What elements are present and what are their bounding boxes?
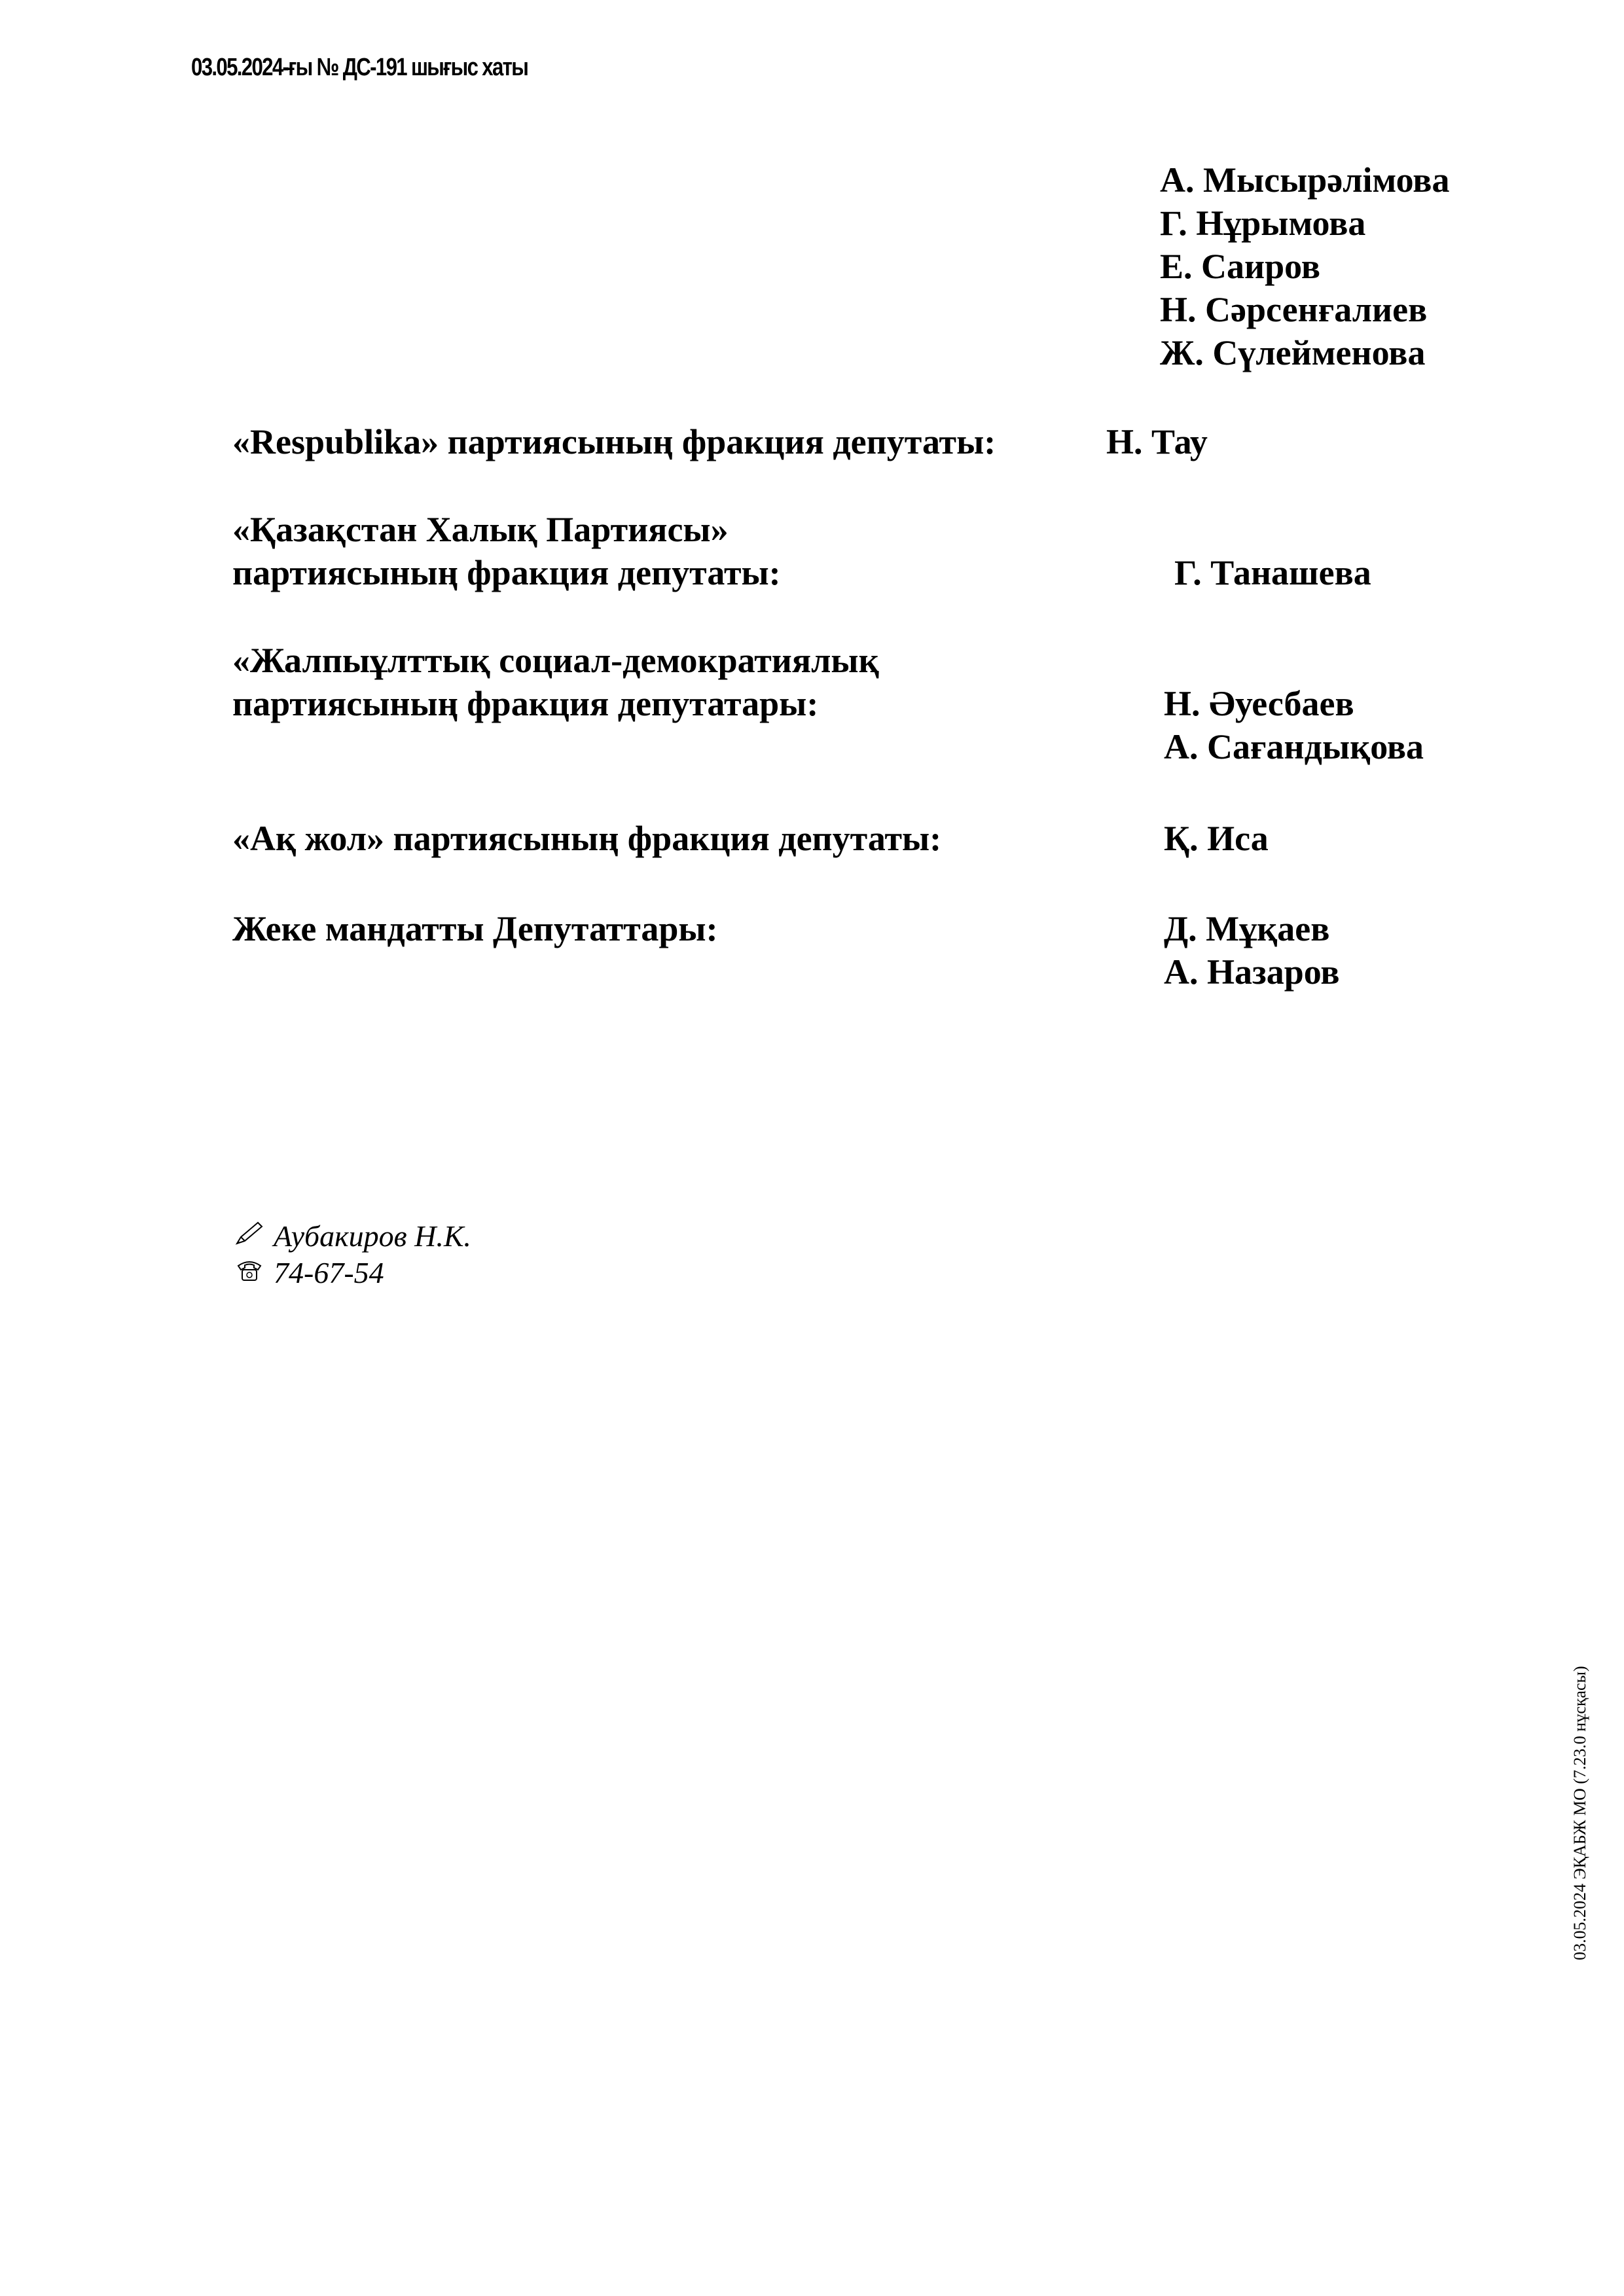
faction-label: «Respublika» партиясының фракция депутаты: [232,422,996,461]
deputy-name: Н. Тау [1106,422,1208,461]
faction-label: «Қазақстан Халық Партиясы» [232,510,729,549]
faction-label: партиясының фракция депутаты: [232,553,781,592]
deputy-name: Қ. Иса [1164,819,1269,858]
outgoing-letter-stamp: 03.05.2024-ғы № ДС-191 шығыс хаты [191,54,528,81]
executor-name: Аубакиров Н.К. [274,1219,471,1253]
faction-label: Жеке мандатты Депутаттары: [232,909,718,948]
faction-label: «Ақ жол» партиясының фракция депутаты: [232,819,942,858]
deputy-name: А. Сағандықова [1164,727,1424,766]
deputy-name: Г. Танашева [1174,553,1371,592]
pen-icon [234,1220,274,1251]
faction-label: «Жалпыұлттық социал-демократиялық [232,641,879,680]
deputy-name: А. Назаров [1164,952,1340,992]
signatory-name: Н. Сәрсенғалиев [1160,290,1428,329]
phone-icon [234,1257,274,1287]
executor-line [234,1220,471,1251]
signatory-name: А. Мысырәлімова [1160,160,1450,200]
side-registration-stamp: 03.05.2024 ЭҚАБЖ МО (7.23.0 нұсқасы) [1570,1666,1589,1960]
signatory-name: Ж. Сүлейменова [1160,333,1426,372]
signatory-name: Е. Саиров [1160,247,1320,286]
phone-number: 74-67-54 [274,1256,384,1289]
deputy-name: Н. Әуесбаев [1164,684,1354,723]
deputy-name: Д. Мұқаев [1164,909,1330,948]
phone-line [234,1257,384,1288]
signatory-name: Г. Нұрымова [1160,204,1366,243]
faction-label: партиясының фракция депутатары: [232,684,819,723]
